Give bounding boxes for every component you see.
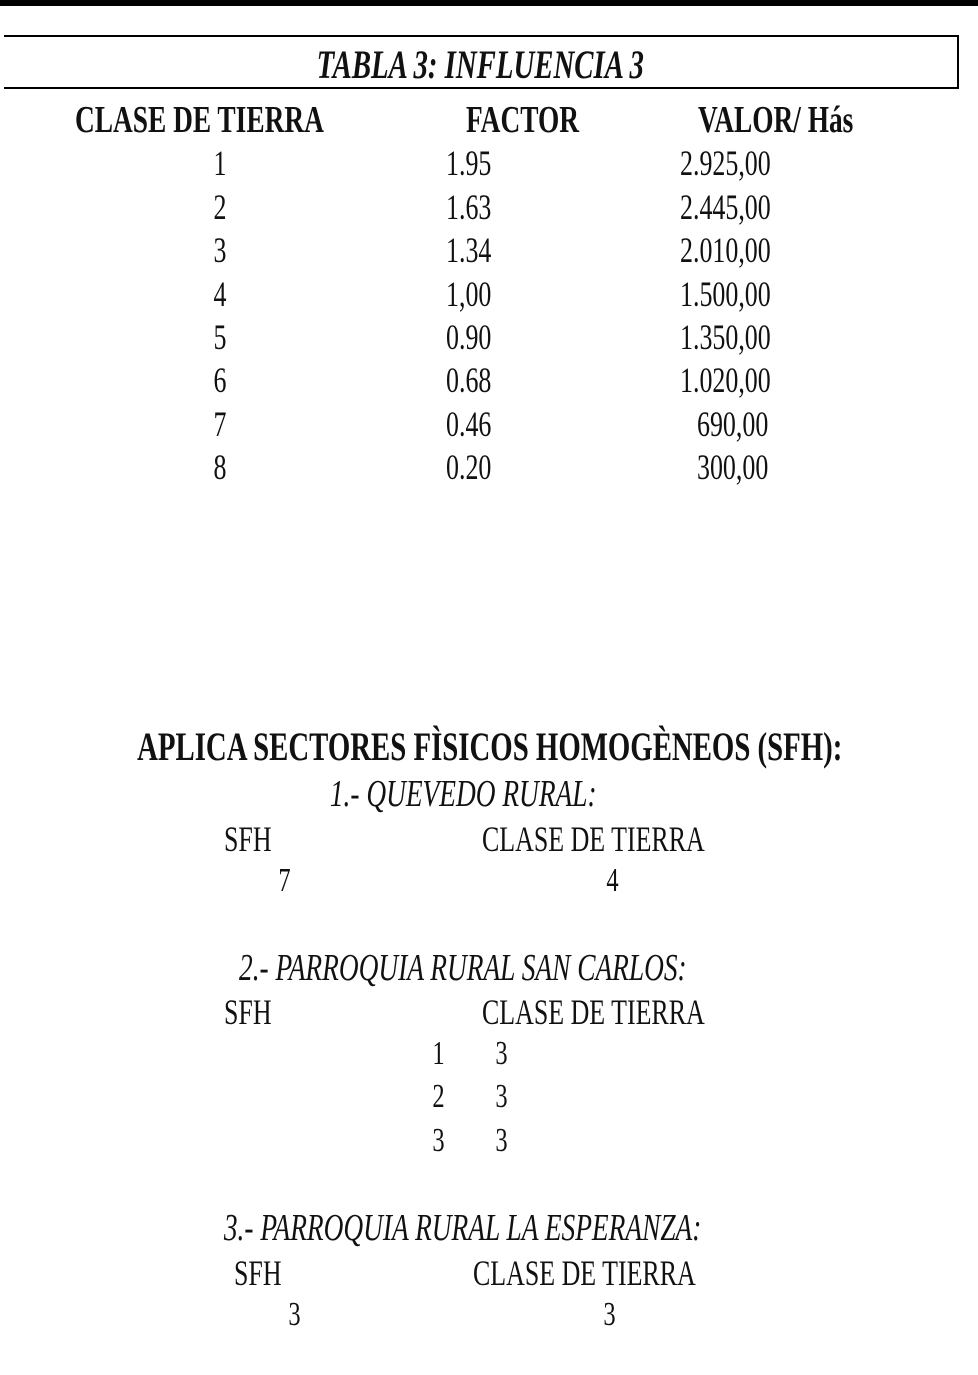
cell-valor: 1.350,00 [680,317,771,357]
cell-clase: 4 [213,274,227,314]
table-title: TABLA 3: INFLUENCIA 3 [316,42,645,87]
clase-value: 3 [494,1035,508,1072]
cell-valor: 2.010,00 [680,230,771,270]
section-title-quevedo: 1.- QUEVEDO RURAL: [329,773,597,815]
cell-factor: 1.95 [446,143,492,183]
section-title-la-esperanza: 3.- PARROQUIA RURAL LA ESPERANZA: [224,1207,702,1249]
cell-clase: 6 [213,360,227,400]
cell-clase: 3 [213,230,227,270]
clase-value: 3 [602,1296,616,1333]
cell-clase: 8 [213,447,227,487]
section-title-san-carlos: 2.- PARROQUIA RURAL SAN CARLOS: [239,947,687,989]
sfh-value: 3 [287,1296,301,1333]
sfh-value: 2 [431,1078,445,1115]
table-title-box [4,35,959,89]
cell-valor: 2.445,00 [680,187,771,227]
clase-value: 3 [494,1122,508,1159]
cell-valor: 1.020,00 [680,360,771,400]
cell-factor: 0.68 [446,360,492,400]
clase-value: 3 [494,1078,508,1115]
cell-valor: 2.925,00 [680,143,771,183]
cell-valor: 690,00 [697,404,769,444]
top-rule [0,0,978,6]
cell-factor: 0.46 [446,404,492,444]
cell-valor: 300,00 [697,447,769,487]
cell-factor: 1.34 [446,230,492,270]
col-sfh: SFH [234,1253,282,1293]
sfh-heading: APLICA SECTORES FÌSICOS HOMOGÈNEOS (SFH): [137,724,843,769]
cell-clase: 2 [213,187,227,227]
header-factor: FACTOR [466,99,579,141]
cell-factor: 0.90 [446,317,492,357]
clase-value: 4 [605,862,619,899]
col-clase-de-tierra: CLASE DE TIERRA [473,1253,696,1293]
col-clase-de-tierra: CLASE DE TIERRA [482,819,705,859]
col-clase-de-tierra: CLASE DE TIERRA [482,992,705,1032]
cell-clase: 7 [213,404,227,444]
sfh-value: 1 [431,1035,445,1072]
cell-factor: 1.63 [446,187,492,227]
cell-clase: 5 [213,317,227,357]
cell-factor: 1,00 [446,274,492,314]
col-sfh: SFH [224,819,272,859]
sfh-value: 7 [277,862,291,899]
sfh-value: 3 [431,1122,445,1159]
cell-factor: 0.20 [446,447,492,487]
header-valor: VALOR/ Hás [698,99,854,141]
cell-clase: 1 [213,143,227,183]
col-sfh: SFH [224,992,272,1032]
header-clase-de-tierra: CLASE DE TIERRA [75,99,324,141]
cell-valor: 1.500,00 [680,274,771,314]
